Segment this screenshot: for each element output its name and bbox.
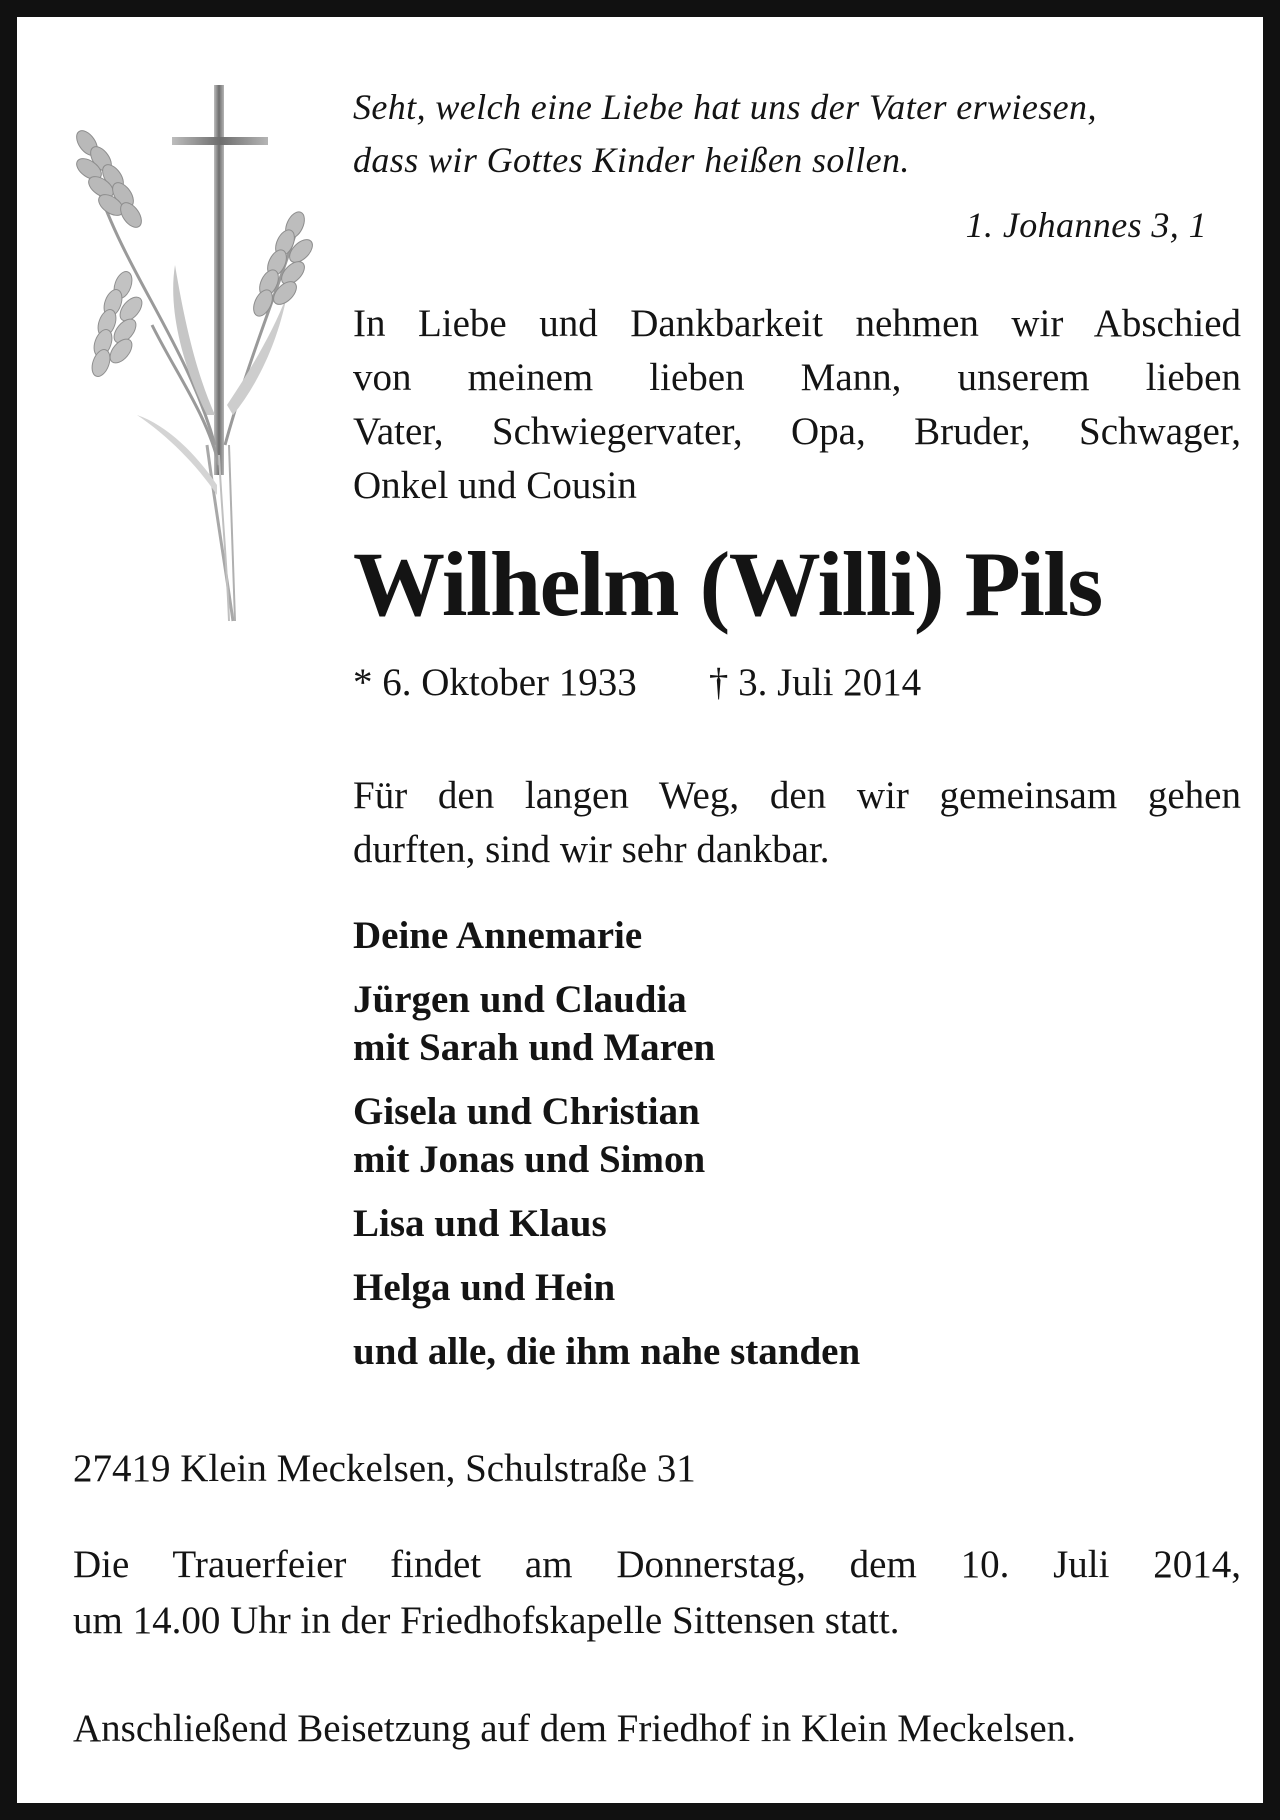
mourner-name: Jürgen und Claudia (353, 978, 687, 1021)
thanks-text (353, 769, 1241, 877)
farewell-text (353, 297, 1241, 513)
mourner-name: und alle, die ihm nahe standen (353, 1330, 861, 1373)
bible-verse-line: Seht, welch eine Liebe hat uns der Vater erwiesen, (353, 87, 1097, 127)
funeral-service-line: um 14.00 Uhr in der Friedhofskapelle Sittensen statt. (73, 1599, 900, 1642)
farewell-line: von meinem lieben Mann, unserem lieben (353, 356, 1241, 399)
farewell-line: Vater, Schwiegervater, Opa, Bruder, Schwager, (353, 410, 1241, 453)
funeral-service-info (73, 1537, 1241, 1649)
farewell-line: Onkel und Cousin (353, 464, 637, 507)
mourner-name: mit Jonas und Simon (353, 1138, 706, 1181)
cross-with-wheat-icon (57, 85, 317, 625)
mourner-group (353, 1264, 1241, 1312)
death-date: † 3. Juli 2014 (708, 661, 922, 704)
funeral-service-line: Die Trauerfeier findet am Donnerstag, dem 10. Juli 2014, (73, 1543, 1241, 1586)
bible-verse-reference: 1. Johannes 3, 1 (965, 205, 1207, 245)
mourner-group (353, 1088, 1241, 1184)
birth-date: * 6. Oktober 1933 (353, 661, 637, 704)
mourner-name: Lisa und Klaus (353, 1202, 607, 1245)
mourner-name: mit Sarah und Maren (353, 1026, 716, 1069)
thanks-line: Für den langen Weg, den wir gemeinsam gehen (353, 774, 1241, 817)
bible-verse-line: dass wir Gottes Kinder heißen sollen. (353, 140, 910, 180)
mourner-group (353, 1200, 1241, 1248)
mourner-group (353, 976, 1241, 1072)
family-address: 27419 Klein Meckelsen, Schulstraße 31 (73, 1447, 696, 1490)
mourner-name: Helga und Hein (353, 1266, 616, 1309)
thanks-line: durften, sind wir sehr dankbar. (353, 828, 830, 871)
mourner-group (353, 912, 1241, 960)
mourner-group (353, 1328, 1241, 1376)
deceased-name: Wilhelm (Willi) Pils (353, 533, 1102, 635)
bible-verse (353, 81, 1241, 187)
mourner-name: Gisela und Christian (353, 1090, 700, 1133)
burial-info: Anschließend Beisetzung auf dem Friedhof in Klein Meckelsen. (73, 1707, 1076, 1750)
farewell-line: In Liebe und Dankbarkeit nehmen wir Abschied (353, 302, 1241, 345)
mourners-list (353, 912, 1241, 1392)
life-dates (353, 657, 1241, 709)
mourner-name: Deine Annemarie (353, 914, 643, 957)
